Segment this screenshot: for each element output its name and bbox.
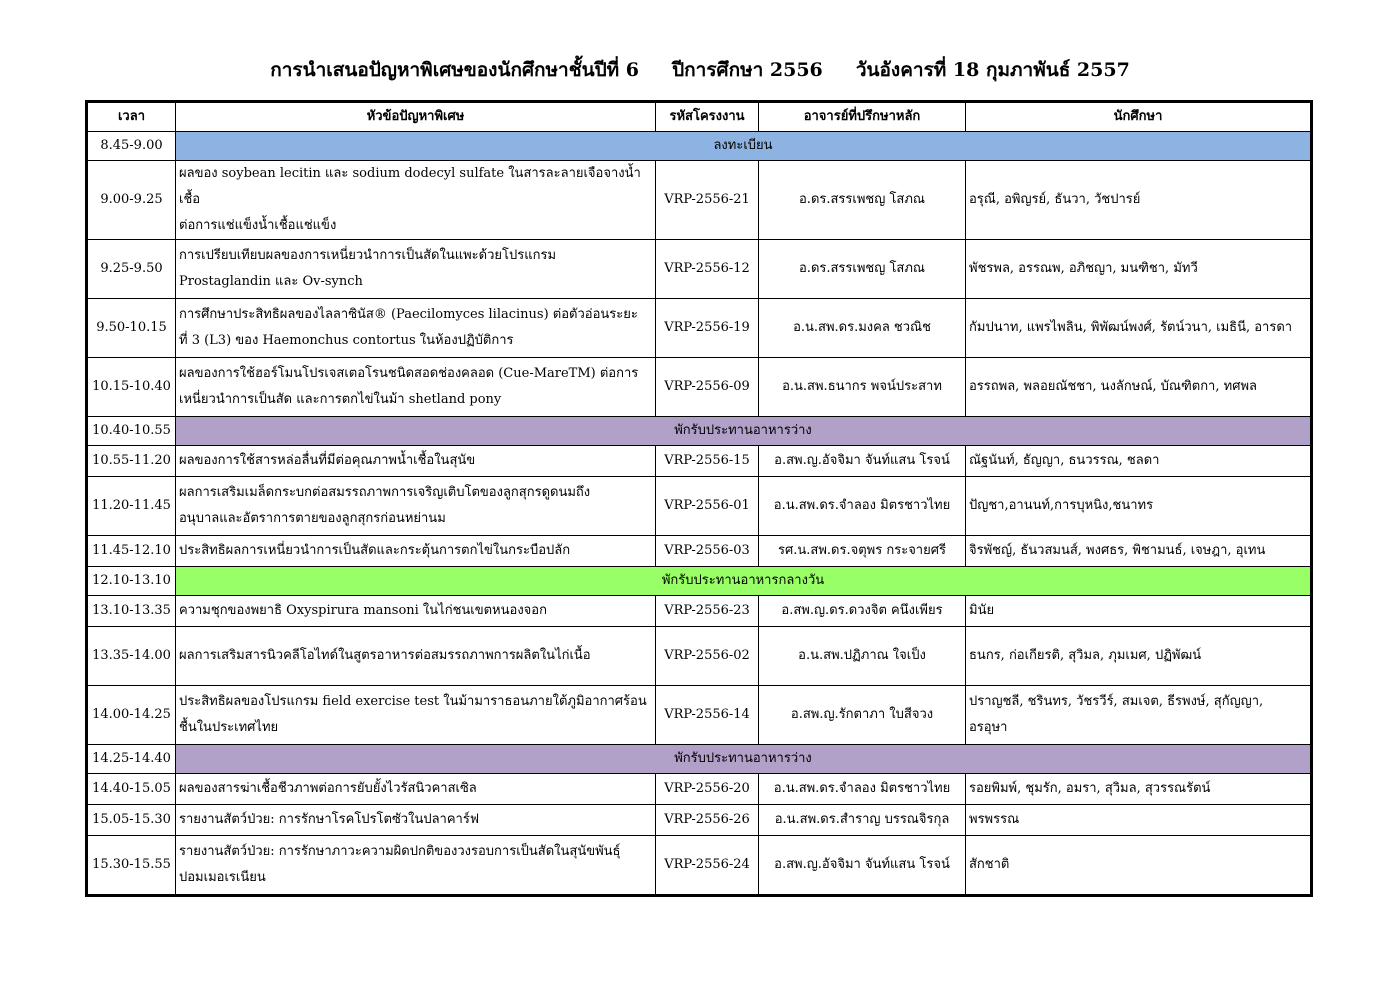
project-code-cell: VRP-2556-03 xyxy=(656,536,759,567)
advisor-cell: อ.น.สพ.ดร.จำลอง มิตรชาวไทย xyxy=(759,477,966,536)
header-topic: หัวข้อปัญหาพิเศษ xyxy=(176,102,656,132)
time-cell: 10.15-10.40 xyxy=(87,358,176,417)
students-cell: ปราญชลี, ชรินทร, วัชรวีร์, สมเจต, ธีรพงษ์, สุกัญญา, อรอุษา xyxy=(966,686,1312,745)
project-code-cell: VRP-2556-26 xyxy=(656,805,759,836)
time-cell: 13.35-14.00 xyxy=(87,627,176,686)
advisor-cell: อ.สพ.ญ.รักตาภา ใบสีจวง xyxy=(759,686,966,745)
project-code-cell: VRP-2556-20 xyxy=(656,774,759,805)
table-row xyxy=(87,627,1312,686)
topic-cell: รายงานสัตว์ป่วย: การรักษาภาวะความผิดปกติของวงรอบการเป็นสัดในสุนัขพันธุ์ ปอมเมอเรเนียน xyxy=(176,836,656,896)
advisor-cell: อ.น.สพ.ดร.สำราญ บรรณจิรกุล xyxy=(759,805,966,836)
students-cell: ธนกร, ก่อเกียรติ, สุวิมล, ภุมเมศ, ปฏิพัฒน์ xyxy=(966,627,1312,686)
schedule-table xyxy=(85,100,1313,897)
time-cell: 10.40-10.55 xyxy=(87,417,176,446)
topic-cell: ผลของการใช้ฮอร์โมนโปรเจสเตอโรนชนิดสอดช่องคลอด (Cue-MareTM) ต่อการ เหนี่ยวนำการเป็นสัด และการตกไข่ในม้า shetland pony xyxy=(176,358,656,417)
project-code-cell: VRP-2556-02 xyxy=(656,627,759,686)
break-label: พักรับประทานอาหารว่าง xyxy=(176,745,1312,774)
header-row xyxy=(87,102,1312,132)
break-row xyxy=(87,567,1312,596)
time-cell: 10.55-11.20 xyxy=(87,446,176,477)
project-code-cell: VRP-2556-21 xyxy=(656,161,759,240)
header-advisor: อาจารย์ที่ปรึกษาหลัก xyxy=(759,102,966,132)
advisor-cell: อ.น.สพ.ธนากร พจน์ประสาท xyxy=(759,358,966,417)
students-cell: รอยพิมพ์, ชุมรัก, อมรา, สุวิมล, สุวรรณรัตน์ xyxy=(966,774,1312,805)
topic-cell: ผลการเสริมเมล็ดกระบกต่อสมรรถภาพการเจริญเติบโตของลูกสุกรดูดนมถึง อนุบาลและอัตราการตายของลูกสุกรก่อนหย่านม xyxy=(176,477,656,536)
table-row xyxy=(87,299,1312,358)
students-cell: ปัญชา,อานนท์,การบุหนิง,ชนาทร xyxy=(966,477,1312,536)
students-cell: สักชาติ xyxy=(966,836,1312,896)
time-cell: 9.25-9.50 xyxy=(87,240,176,299)
time-cell: 14.40-15.05 xyxy=(87,774,176,805)
project-code-cell: VRP-2556-23 xyxy=(656,596,759,627)
table-row xyxy=(87,477,1312,536)
advisor-cell: อ.ดร.สรรเพชญ โสภณ xyxy=(759,161,966,240)
topic-cell: การศึกษาประสิทธิผลของไลลาซินัส® (Paecilomyces lilacinus) ต่อตัวอ่อนระยะ ที่ 3 (L3) ของ Haemonchus contortus ในห้องปฏิบัติการ xyxy=(176,299,656,358)
project-code-cell: VRP-2556-15 xyxy=(656,446,759,477)
table-row xyxy=(87,161,1312,240)
topic-cell: ความชุกของพยาธิ Oxyspirura mansoni ในไก่ชนเขตหนองจอก xyxy=(176,596,656,627)
time-cell: 15.05-15.30 xyxy=(87,805,176,836)
table-row xyxy=(87,686,1312,745)
project-code-cell: VRP-2556-14 xyxy=(656,686,759,745)
advisor-cell: อ.น.สพ.ปฏิภาณ ใจเป็ง xyxy=(759,627,966,686)
time-cell: 13.10-13.35 xyxy=(87,596,176,627)
table-row xyxy=(87,536,1312,567)
project-code-cell: VRP-2556-19 xyxy=(656,299,759,358)
topic-cell: รายงานสัตว์ป่วย: การรักษาโรคโปรโตซัวในปลาคาร์ฟ xyxy=(176,805,656,836)
advisor-cell: อ.น.สพ.ดร.มงคล ชวณิช xyxy=(759,299,966,358)
topic-cell: ผลของการใช้สารหล่อลื่นที่มีต่อคุณภาพน้ำเชื้อในสุนัข xyxy=(176,446,656,477)
time-cell: 8.45-9.00 xyxy=(87,132,176,161)
advisor-cell: รศ.น.สพ.ดร.จตุพร กระจายศรี xyxy=(759,536,966,567)
topic-cell: ผลของ soybean lecitin และ sodium dodecyl sulfate ในสารละลายเจือจางน้ำเชื้อ ต่อการแช่แข็งน้ำเชื้อแช่แข็ง xyxy=(176,161,656,240)
students-cell: พัชรพล, อรรณพ, อภิชญา, มนฑิชา, มัทวี xyxy=(966,240,1312,299)
project-code-cell: VRP-2556-12 xyxy=(656,240,759,299)
break-row xyxy=(87,417,1312,446)
table-row xyxy=(87,596,1312,627)
header-time: เวลา xyxy=(87,102,176,132)
advisor-cell: อ.ดร.สรรเพชญ โสภณ xyxy=(759,240,966,299)
break-label: พักรับประทานอาหารกลางวัน xyxy=(176,567,1312,596)
table-row xyxy=(87,836,1312,896)
break-row xyxy=(87,745,1312,774)
topic-cell: ประสิทธิผลการเหนี่ยวนำการเป็นสัดและกระตุ้นการตกไข่ในกระบือปลัก xyxy=(176,536,656,567)
topic-cell: ประสิทธิผลของโปรแกรม field exercise test ในม้ามาราธอนภายใต้ภูมิอากาศร้อน ชื้นในประเทศไทย xyxy=(176,686,656,745)
time-cell: 15.30-15.55 xyxy=(87,836,176,896)
topic-cell: ผลของสารฆ่าเชื้อชีวภาพต่อการยับยั้งไวรัสนิวคาสเซิล xyxy=(176,774,656,805)
break-label: ลงทะเบียน xyxy=(176,132,1312,161)
table-row xyxy=(87,774,1312,805)
students-cell: กัมปนาท, แพรไพลิน, พิพัฒน์พงศ์, รัตน์วนา, เมธินี, อารดา xyxy=(966,299,1312,358)
students-cell: มินัย xyxy=(966,596,1312,627)
time-cell: 11.20-11.45 xyxy=(87,477,176,536)
students-cell: อรุณี, อพิญรย์, ธันวา, วัชปารย์ xyxy=(966,161,1312,240)
break-row xyxy=(87,132,1312,161)
table-row xyxy=(87,446,1312,477)
header-code: รหัสโครงงาน xyxy=(656,102,759,132)
time-cell: 11.45-12.10 xyxy=(87,536,176,567)
advisor-cell: อ.สพ.ญ.อัจจิมา จันท์แสน โรจน์ xyxy=(759,836,966,896)
topic-cell: ผลการเสริมสารนิวคลีโอไทด์ในสูตรอาหารต่อสมรรถภาพการผลิตในไก่เนื้อ xyxy=(176,627,656,686)
table-row xyxy=(87,805,1312,836)
table-row xyxy=(87,358,1312,417)
page-title: การนำเสนอปัญหาพิเศษของนักศึกษาชั้นปีที่ 6 ปีการศึกษา 2556 วันอังคารที่ 18 กุมภาพันธ์ 2557 xyxy=(270,59,1130,81)
time-cell: 14.25-14.40 xyxy=(87,745,176,774)
students-cell: อรรถพล, พลอยณัชชา, นงลักษณ์, บัณฑิตกา, ทศพล xyxy=(966,358,1312,417)
time-cell: 9.00-9.25 xyxy=(87,161,176,240)
advisor-cell: อ.น.สพ.ดร.จำลอง มิตรชาวไทย xyxy=(759,774,966,805)
students-cell: พรพรรณ xyxy=(966,805,1312,836)
time-cell: 14.00-14.25 xyxy=(87,686,176,745)
advisor-cell: อ.สพ.ญ.อัจจิมา จันท์แสน โรจน์ xyxy=(759,446,966,477)
topic-cell: การเปรียบเทียบผลของการเหนี่ยวนำการเป็นสัดในแพะด้วยโปรแกรม Prostaglandin และ Ov-synch xyxy=(176,240,656,299)
break-label: พักรับประทานอาหารว่าง xyxy=(176,417,1312,446)
project-code-cell: VRP-2556-01 xyxy=(656,477,759,536)
time-cell: 9.50-10.15 xyxy=(87,299,176,358)
advisor-cell: อ.สพ.ญ.ดร.ดวงจิต คนึงเพียร xyxy=(759,596,966,627)
header-students: นักศึกษา xyxy=(966,102,1312,132)
schedule-body xyxy=(87,132,1312,896)
time-cell: 12.10-13.10 xyxy=(87,567,176,596)
table-row xyxy=(87,240,1312,299)
project-code-cell: VRP-2556-09 xyxy=(656,358,759,417)
project-code-cell: VRP-2556-24 xyxy=(656,836,759,896)
students-cell: จิรพัชญ์, ธันวสมนส์, พงศธร, พิชามนธ์, เจษฎา, อุเทน xyxy=(966,536,1312,567)
students-cell: ณัฐนันท์, ธัญญา, ธนวรรณ, ชลดา xyxy=(966,446,1312,477)
